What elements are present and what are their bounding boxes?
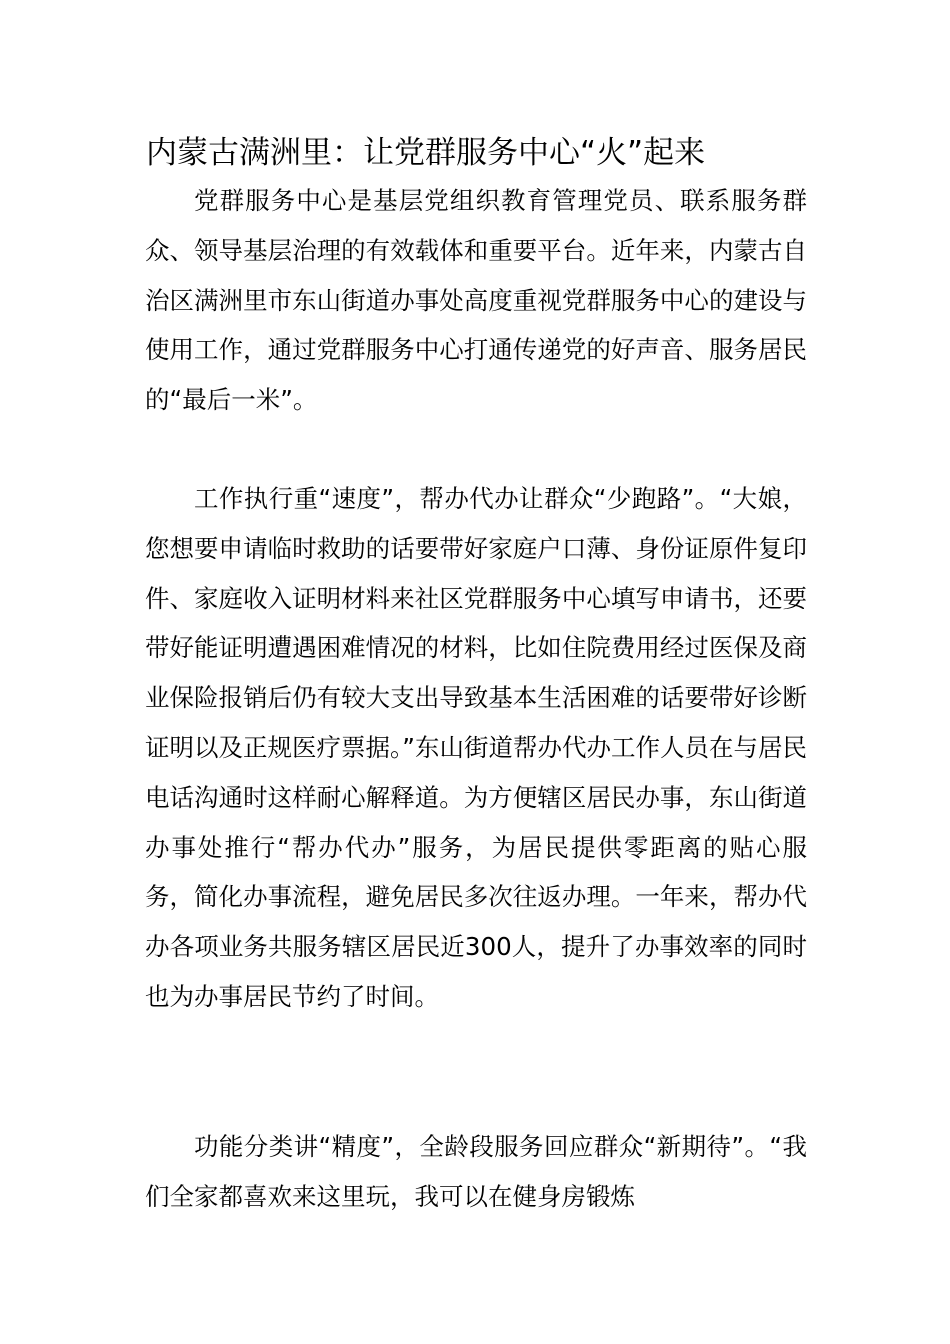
paragraph-function-classification: 功能分类讲“精度”，全龄段服务回应群众“新期待”。“我们全家都喜欢来这里玩，我可以在健身房锻炼 [145,1132,807,1211]
paragraph-assistance-service: 工作执行重“速度”，帮办代办让群众“少跑路”。“大娘，您想要申请临时救助的话要带好家庭户口薄、身份证原件复印件、家庭收入证明材料来社区党群服务中心填写申请书，还要带好能证明遭遇困难情况的材料，比如住院费用经过医保及商业保险报销后仍有较大支出导致基本生活困难的话要带好诊断证明以及正规医疗票据。”东山街道帮办代办工作人员在与居民电话沟通时这样耐心解释道。为方便辖区居民办事，东山街道办事处推行“帮办代办”服务，为居民提供零距离的贴心服务，简化办事流程，避免居民多次往返办理。一年来，帮办代办各项业务共服务辖区居民近300人，提升了办事效率的同时也为办事居民节约了时间。 [145,484,807,1011]
paragraph-intro: 党群服务中心是基层党组织教育管理党员、联系服务群众、领导基层治理的有效载体和重要平台。近年来，内蒙古自治区满洲里市东山街道办事处高度重视党群服务中心的建设与使用工作，通过党群服务中心打通传递党的好声音、服务居民的“最后一米”。 [145,186,807,415]
document-title: 内蒙古满洲里：让党群服务中心“火”起来 [146,135,706,171]
